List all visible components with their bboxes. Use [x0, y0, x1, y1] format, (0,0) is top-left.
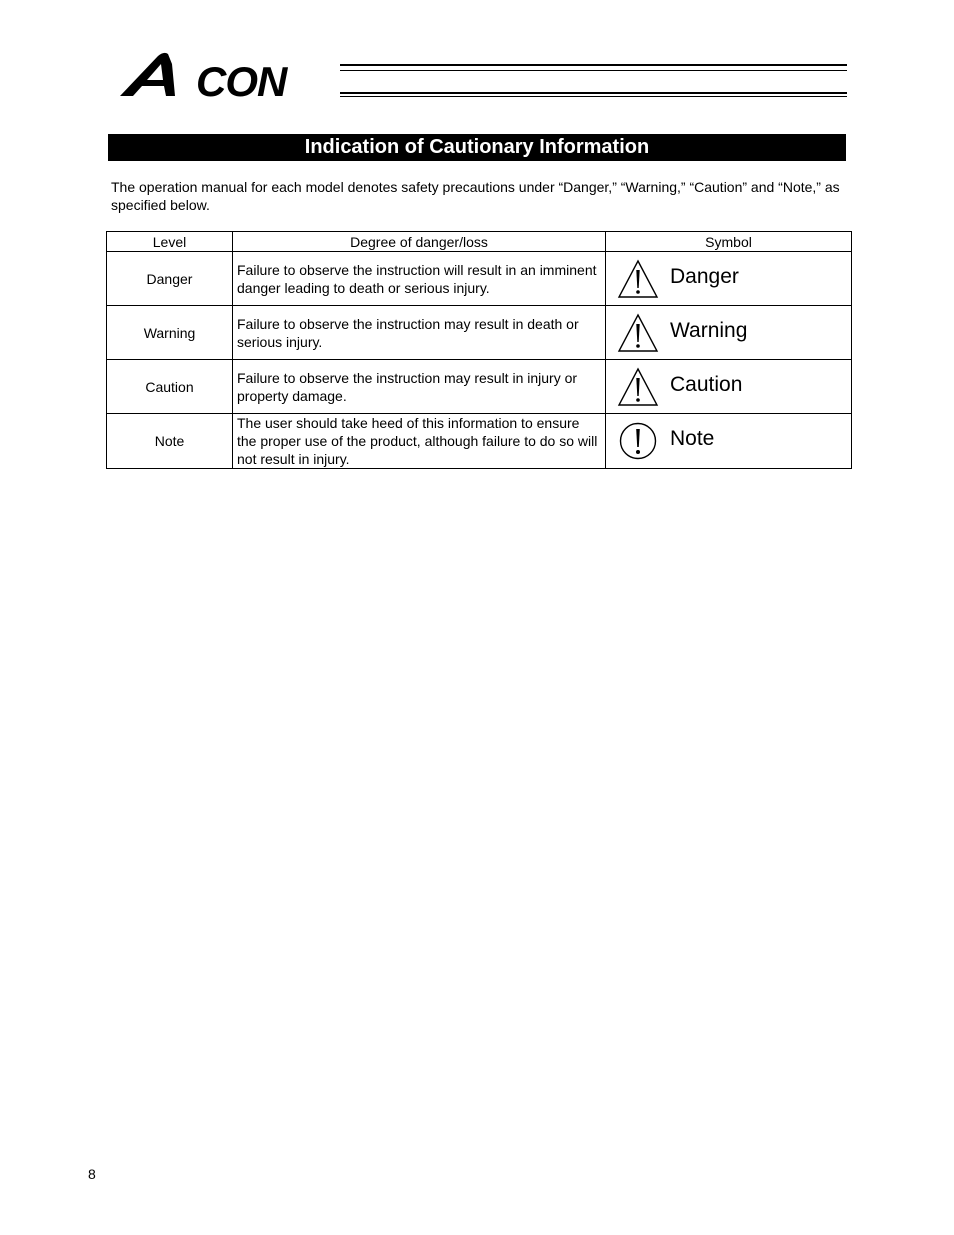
- svg-text:CON: CON: [196, 58, 287, 100]
- description-cell: Failure to observe the instruction will result in an imminent danger leading to death or serious injury.: [233, 252, 606, 306]
- table-row: [107, 360, 852, 414]
- symbol-label: Caution: [670, 372, 743, 396]
- column-header-degree: Degree of danger/loss: [233, 232, 606, 252]
- intro-paragraph: The operation manual for each model denotes safety precautions under “Danger,” “Warning,” “Caution” and “Note,” as specified below.: [111, 179, 840, 213]
- section-title: Indication of Cautionary Information: [108, 134, 846, 161]
- description-cell: Failure to observe the instruction may result in death or serious injury.: [233, 306, 606, 360]
- column-header-symbol: Symbol: [606, 232, 852, 252]
- level-cell: Warning: [107, 306, 233, 360]
- level-cell: Danger: [107, 252, 233, 306]
- warning-triangle-icon: [617, 367, 659, 407]
- table-row: [107, 414, 852, 469]
- exclamation-circle-icon: [617, 421, 659, 461]
- page-number: 8: [88, 1166, 96, 1182]
- table-row: [107, 306, 852, 360]
- symbol-cell: [606, 414, 852, 469]
- warning-triangle-icon: [617, 259, 659, 299]
- symbol-label: Warning: [670, 318, 748, 342]
- warning-triangle-icon: [617, 313, 659, 353]
- symbol-label: Danger: [670, 264, 739, 288]
- level-cell: Note: [107, 414, 233, 469]
- symbol-cell: [606, 360, 852, 414]
- level-cell: Caution: [107, 360, 233, 414]
- symbol-cell: [606, 306, 852, 360]
- caution-levels-table: [106, 231, 852, 469]
- symbol-cell: [606, 252, 852, 306]
- acon-logo: [118, 50, 350, 100]
- table-row: [107, 252, 852, 306]
- description-cell: The user should take heed of this information to ensure the proper use of the product, although failure to do so will not result in injury.: [233, 414, 606, 469]
- table-header-row: [107, 232, 852, 252]
- column-header-level: Level: [107, 232, 233, 252]
- symbol-label: Note: [670, 427, 715, 450]
- header-rule: [340, 64, 847, 98]
- description-cell: Failure to observe the instruction may result in injury or property damage.: [233, 360, 606, 414]
